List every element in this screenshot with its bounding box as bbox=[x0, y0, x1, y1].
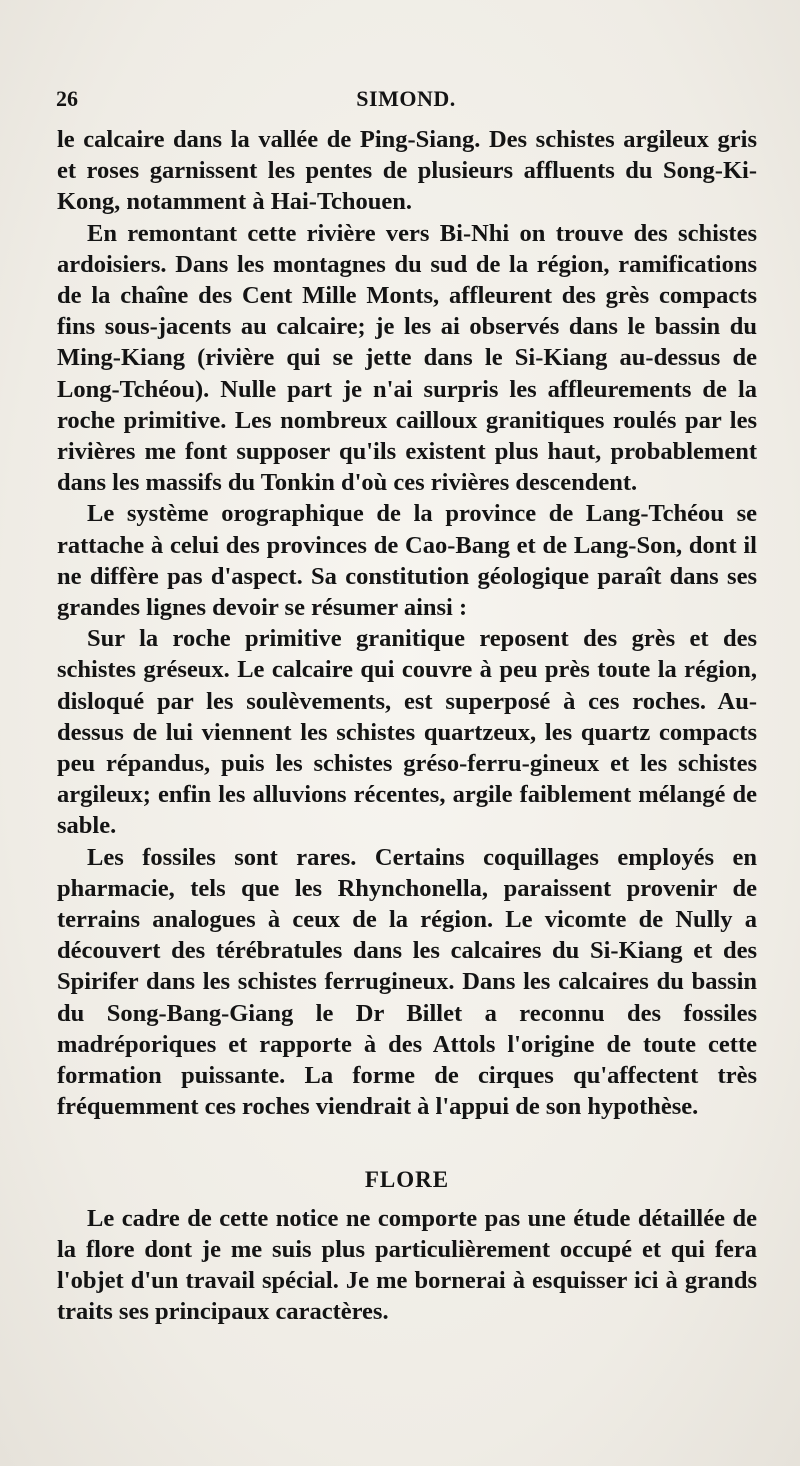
paragraph: En remontant cette rivière vers Bi-Nhi on trouve des schistes ardoisiers. Dans les montagnes du sud de la région, ramifications de la chaîne des Cent Mille Monts, affleurent des grès compacts fins sous-jacents au calcaire; je les ai observés dans le bassin du Ming-Kiang (rivière qui se jette dans le Si-Kiang au-dessus de Long-Tchéou). Nulle part je n'ai surpris les affleurements de la roche primitive. Les nombreux cailloux granitiques roulés par les rivières me font supposer qu'ils existent plus haut, probablement dans les massifs du Tonkin d'où ces rivières descendent. bbox=[57, 219, 757, 497]
paragraph-continued: le calcaire dans la vallée de Ping-Siang. Des schistes argileux gris et roses garnissent les pentes de plusieurs affluents du Song-Ki-Kong, notamment à Hai-Tchouen. bbox=[57, 126, 757, 216]
running-title: SIMOND. bbox=[356, 86, 456, 111]
page-number: 26 bbox=[56, 86, 78, 111]
paragraph: Les fossiles sont rares. Certains coquillages employés en pharmacie, tels que les Rhynchonella, paraissent provenir de terrains analogues à ceux de la région. Le vicomte de Nully a découvert des térébratules dans les calcaires du Si-Kiang et des Spirifer dans les schistes ferrugineux. Dans les calcaires du bassin du Song-Bang-Giang le Dr Billet a reconnu des fossiles madréporiques et rapporte à des Attols l'origine de toute cette formation puissante. La forme de cirques qu'affectent très fréquemment ces roches viendrait à l'appui de son hypothèse. bbox=[57, 843, 757, 1121]
section-heading-flore: FLORE bbox=[364, 1166, 450, 1192]
running-head bbox=[56, 86, 756, 116]
paragraph: Le système orographique de la province de Lang-Tchéou se rattache à celui des provinces de Cao-Bang et de Lang-Son, dont il ne diffère pas d'aspect. Sa constitution géologique paraît dans ses grandes lignes devoir se résumer ainsi : bbox=[57, 500, 757, 622]
paragraph: Le cadre de cette notice ne comporte pas une étude détaillée de la flore dont je me suis plus particulièrement occupé et qui fera l'objet d'un travail spécial. Je me bornerai à esquisser ici à grands traits ses principaux caractères. bbox=[57, 1204, 757, 1326]
paragraph: Sur la roche primitive granitique reposent des grès et des schistes gréseux. Le calcaire qui couvre à peu près toute la région, disloqué par les soulèvements, est superposé à ces roches. Au-dessus de lui viennent les schistes quartzeux, les quartz compacts peu répandus, puis les schistes gréso-ferru-gineux et les schistes argileux; enfin les alluvions récentes, argile faiblement mélangé de sable. bbox=[57, 625, 757, 840]
body-text bbox=[57, 124, 757, 1327]
